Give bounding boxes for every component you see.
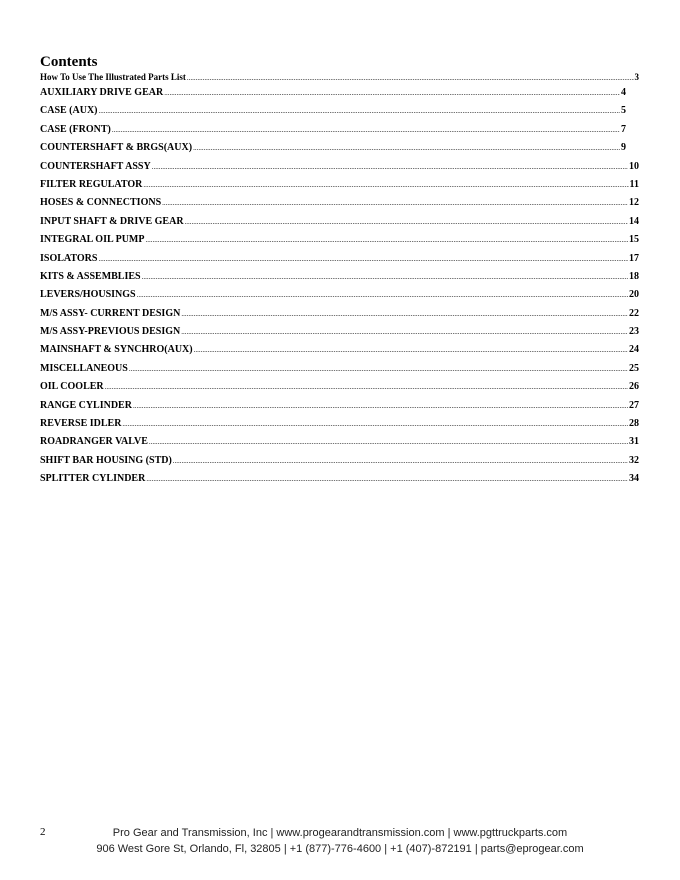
toc-entry[interactable] <box>40 70 639 84</box>
toc-entry-label: COUNTERSHAFT ASSY <box>40 160 151 172</box>
toc-entry[interactable] <box>40 158 639 176</box>
toc-entry-label: HOSES & CONNECTIONS <box>40 197 162 209</box>
toc-entry-page: 22 <box>629 307 639 319</box>
toc-entry-page: 34 <box>629 473 639 485</box>
toc-entry[interactable] <box>40 213 639 231</box>
toc-dot-leader <box>137 286 628 304</box>
toc-entry-page: 27 <box>629 399 639 411</box>
toc-dot-leader <box>129 360 628 378</box>
toc-entry-page: 31 <box>629 436 639 448</box>
toc-dot-leader <box>194 341 628 359</box>
toc-entry-page: 14 <box>629 215 639 227</box>
toc-entry-label: CASE (AUX) <box>40 105 98 117</box>
toc-entry[interactable] <box>40 415 639 433</box>
toc-entry-label: M/S ASSY- CURRENT DESIGN <box>40 307 181 319</box>
footer-address-line: 906 West Gore St, Orlando, Fl, 32805 | +1 (877)-776-4600 | +1 (407)-872191 | parts@eprogear.com <box>96 843 584 855</box>
toc-dot-leader <box>181 305 628 323</box>
toc-dot-leader <box>164 84 620 102</box>
toc-entry-page: 9 <box>621 142 626 154</box>
toc-entry-page: 17 <box>629 252 639 264</box>
toc-entry-label: INTEGRAL OIL PUMP <box>40 234 145 246</box>
toc-dot-leader <box>162 194 628 212</box>
toc-entry-page: 25 <box>629 362 639 374</box>
toc-entry-label: ROADRANGER VALVE <box>40 436 148 448</box>
toc-entry-label: INPUT SHAFT & DRIVE GEAR <box>40 215 184 227</box>
toc-entry-page: 5 <box>621 105 626 117</box>
toc-entry[interactable] <box>40 102 639 120</box>
toc-dot-leader <box>142 268 628 286</box>
toc-entry-page: 26 <box>629 381 639 393</box>
toc-entry-label: COUNTERSHAFT & BRGS(AUX) <box>40 142 193 154</box>
toc-entry-page: 23 <box>629 326 639 338</box>
toc-entry-label: OIL COOLER <box>40 381 104 393</box>
toc-entry-label: MAINSHAFT & SYNCHRO(AUX) <box>40 344 193 356</box>
toc-dot-leader <box>145 231 628 249</box>
toc-entry[interactable] <box>40 360 639 378</box>
page-footer <box>0 825 680 857</box>
toc-entry[interactable] <box>40 305 639 323</box>
table-of-contents <box>40 70 639 489</box>
toc-entry-page: 18 <box>629 270 639 282</box>
toc-dot-leader <box>181 323 628 341</box>
toc-entry-label: CASE (FRONT) <box>40 123 111 135</box>
toc-dot-leader <box>152 158 628 176</box>
toc-entry-label: SHIFT BAR HOUSING (STD) <box>40 454 172 466</box>
toc-dot-leader <box>112 121 620 139</box>
toc-dot-leader <box>146 470 628 488</box>
toc-entry[interactable] <box>40 84 639 102</box>
toc-entry-label: How To Use The Illustrated Parts List <box>40 72 186 82</box>
toc-entry[interactable] <box>40 470 639 488</box>
toc-entry-page: 15 <box>629 234 639 246</box>
toc-dot-leader <box>193 139 620 157</box>
toc-entry-label: KITS & ASSEMBLIES <box>40 270 141 282</box>
toc-entry[interactable] <box>40 250 639 268</box>
toc-entry-page: 11 <box>629 178 639 190</box>
toc-entry[interactable] <box>40 231 639 249</box>
toc-dot-leader <box>133 397 628 415</box>
toc-entry-label: ISOLATORS <box>40 252 98 264</box>
toc-entry[interactable] <box>40 121 639 139</box>
toc-entry-label: MISCELLANEOUS <box>40 362 128 374</box>
page-title: Contents <box>40 54 98 70</box>
toc-entry[interactable] <box>40 341 639 359</box>
toc-entry-page: 20 <box>629 289 639 301</box>
toc-entry-label: M/S ASSY-PREVIOUS DESIGN <box>40 326 181 338</box>
toc-entry[interactable] <box>40 452 639 470</box>
toc-entry-page: 7 <box>621 123 626 135</box>
toc-dot-leader <box>149 433 628 451</box>
toc-entry-page: 28 <box>629 418 639 430</box>
footer-company-line: Pro Gear and Transmission, Inc | www.progearandtransmission.com | www.pgttruckparts.com <box>112 827 568 839</box>
toc-entry[interactable] <box>40 433 639 451</box>
toc-entry-label: REVERSE IDLER <box>40 418 122 430</box>
toc-dot-leader <box>98 250 628 268</box>
toc-dot-leader <box>105 378 628 396</box>
toc-dot-leader <box>99 102 621 120</box>
toc-entry-label: AUXILIARY DRIVE GEAR <box>40 87 164 98</box>
toc-entry[interactable] <box>40 323 639 341</box>
toc-entry[interactable] <box>40 286 639 304</box>
toc-dot-leader <box>185 213 628 231</box>
toc-entry-page: 32 <box>629 454 639 466</box>
toc-entry[interactable] <box>40 176 639 194</box>
toc-entry-page: 4 <box>621 87 626 98</box>
toc-dot-leader <box>143 176 628 194</box>
toc-entry-label: SPLITTER CYLINDER <box>40 473 146 485</box>
toc-entry[interactable] <box>40 139 639 157</box>
toc-entry-label: RANGE CYLINDER <box>40 399 132 411</box>
toc-entry[interactable] <box>40 194 639 212</box>
toc-entry-label: FILTER REGULATOR <box>40 178 143 190</box>
toc-entry[interactable] <box>40 378 639 396</box>
toc-entry-page: 3 <box>634 72 639 82</box>
toc-entry-label: LEVERS/HOUSINGS <box>40 289 136 301</box>
toc-dot-leader <box>187 70 634 85</box>
page-number: 2 <box>40 826 46 838</box>
toc-entry[interactable] <box>40 397 639 415</box>
toc-entry-page: 12 <box>629 197 639 209</box>
toc-dot-leader <box>122 415 628 433</box>
toc-entry-page: 24 <box>629 344 639 356</box>
toc-entry[interactable] <box>40 268 639 286</box>
toc-entry-page: 10 <box>629 160 639 172</box>
toc-dot-leader <box>173 452 628 470</box>
